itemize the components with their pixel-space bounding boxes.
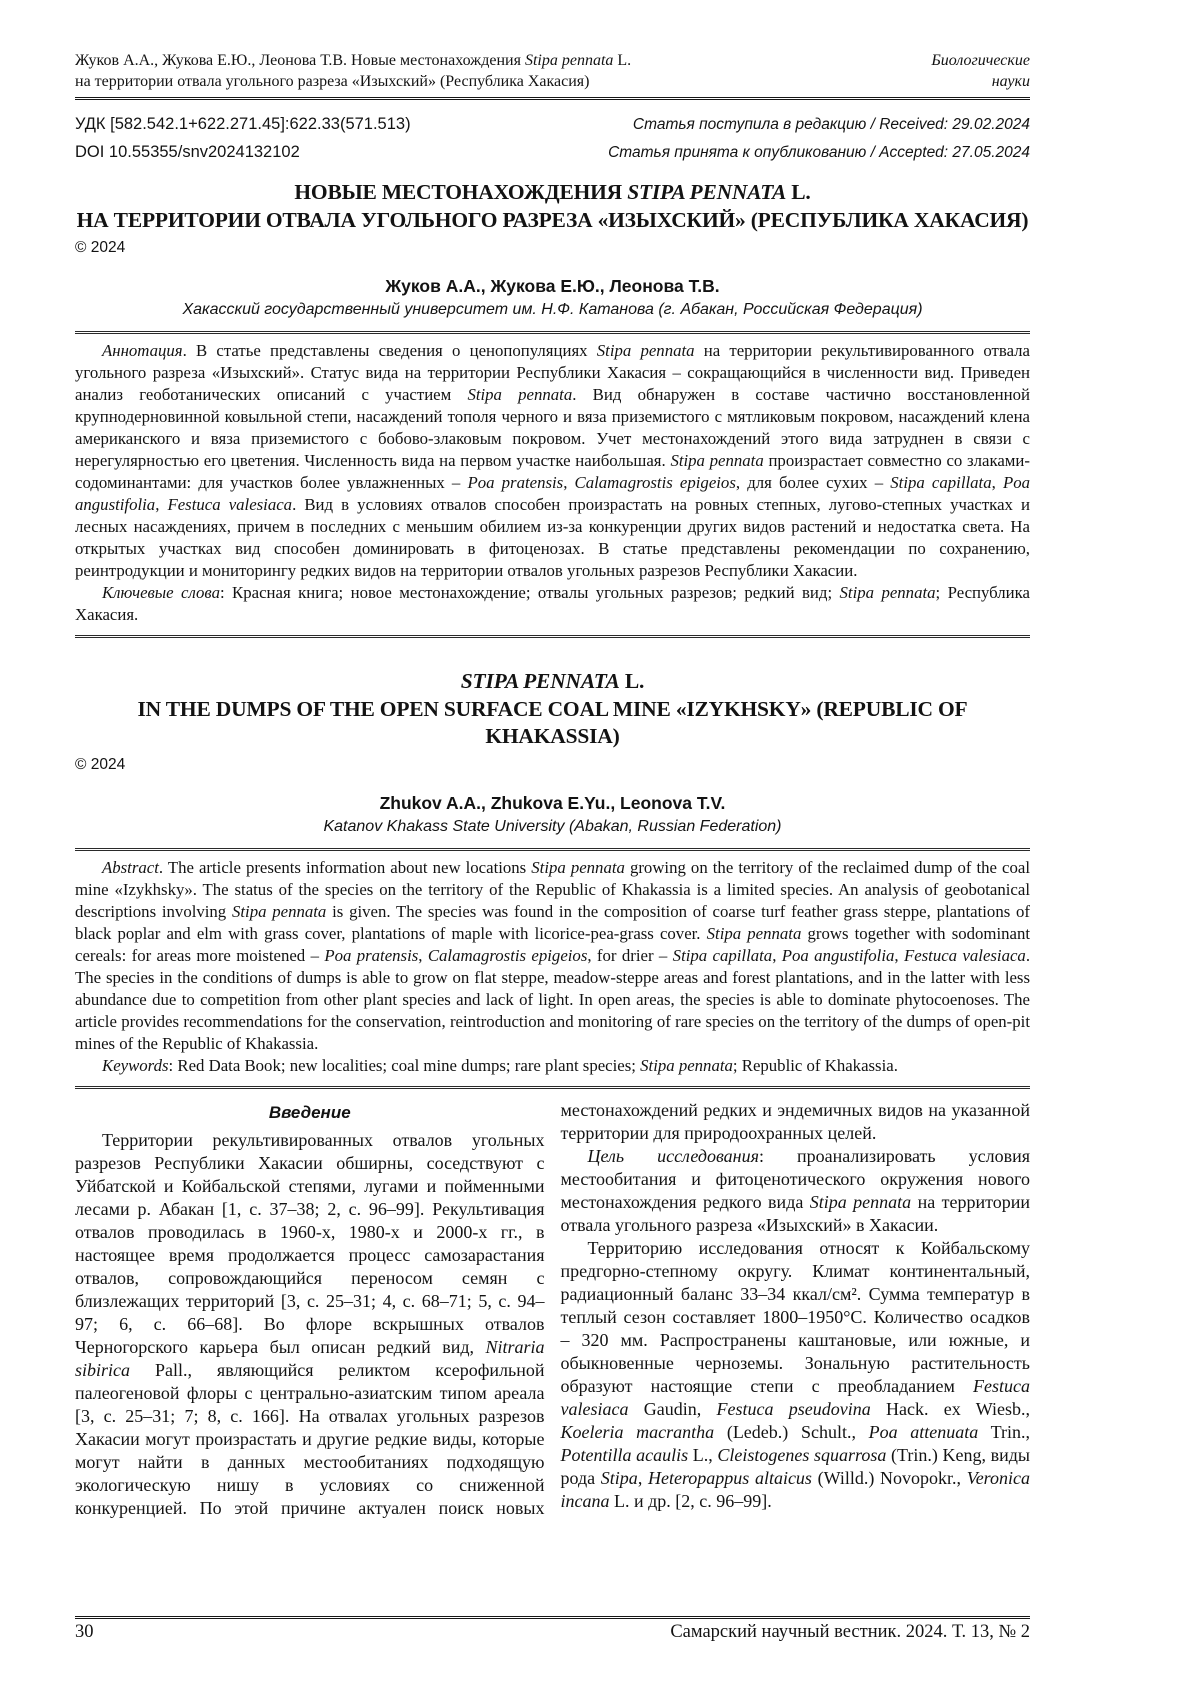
keywords-ru: Ключевые слова: Красная книга; новое местонахождение; отвалы угольных разрезов; редкий вид; Stipa pennata; Республика Хакасия. (75, 583, 1030, 624)
intro-paragraph-3: Территорию исследования относят к Койбальскому предгорно-степному округу. Климат континентальный, радиационный баланс 33–34 ккал/см². Сумма температур в теплый сезон составляет 1800–1950°С. Количество осадков – 320 мм. Распространены каштановые, или южные, и обыкновенные черноземы. Зональную растительность образуют настоящие степи с преобладанием Festuca valesiaca Gaudin, Festuca pseudovina Hack. ex Wiesb., Koeleria macrantha (Ledeb.) Schult., Poa attenuata Trin., Potentilla acaulis L., Cleistogenes squarrosa (Trin.) Keng, виды рода Stipa, Heteropappus altaicus (Willd.) Novopokr., Veronica incana L. и др. [2, с. 96–99]. (560, 1237, 1030, 1511)
journal-reference: Самарский научный вестник. 2024. Т. 13, № 2 (670, 1622, 1030, 1642)
page-footer-area (75, 1616, 1030, 1645)
article-meta (75, 115, 1030, 165)
article-title-en-line1: STIPA PENNATA L. (460, 669, 645, 693)
article-title-ru-line2: НА ТЕРРИТОРИИ ОТВАЛА УГОЛЬНОГО РАЗРЕЗА «ИЗЫХСКИЙ» (РЕСПУБЛИКА ХАКАСИЯ) (76, 207, 1029, 232)
article-title-en-line2: IN THE DUMPS OF THE OPEN SURFACE COAL MINE «IZYKHSKY» (REPUBLIC OF KHAKASSIA) (137, 696, 968, 748)
intro-paragraph-1: Территории рекультивированных отвалов угольных разрезов Республики Хакасии обширны, соседствуют с Уйбатской и Койбальской степями, лугами и пойменными лесами р. Абакан [1, с. 37–38; 2, с. 96–99]. Рекультивация отвалов проводилась в 1960-х, 1980-х и 2000-х гг., в настоящее время продолжается процесс самозарастания отвалов, сопровождающийся переносом семян с близлежащих территорий [3, с. 25–31; 4, с. 68–71; 5, с. 94–97; 6, с. 66–68]. Во флоре вскрышных отвалов Черногорского карьера был описан редкий вид, Nitraria sibirica Pall., являющийся реликтом ксерофильной палеогеновой флоры с центрально-азиатским типом ареала [3, с. 25–31; 7; 8, с. 166]. На отвалах угольных разрезов Хакасии могут произрастать и другие редкие виды, которые могут найти в данных местообитаниях подходящую экологическую нишу в условиях со сниженной конкуренцией. По этой причине актуален поиск новых местонахождений редких и эндемичных видов на указанной территории для природоохранных целей. (75, 1099, 1030, 1518)
running-title-line2: на территории отвала угольного разреза «Изыхский» (Республика Хакасия) (75, 73, 590, 90)
divider-below-keywords-ru (75, 635, 1030, 638)
abstract-en: Abstract. The article presents information about new locations Stipa pennata growing on the territory of the reclaimed dump of the coal mine «Izykhsky». The status of the species on the territory of the Republic of Khakassia is a limited species. An analysis of geobotanical descriptions involving Stipa pennata is given. The species was found in the composition of coarse turf feather grass steppe, plantations of black poplar and elm with grass cover, plantations of maple with licorice-pea-grass cover. Stipa pennata grows together with sodominant cereals: for areas more moistened – Poa pratensis, Calamagrostis epigeios, for drier – Stipa capillata, Poa angustifolia, Festuca valesiaca. The species in the conditions of dumps is able to grow on flat steppe, meadow-steppe areas and forest plantations, and in the latter with less abundance due to competition from other plant species and lack of light. In open areas, the species is able to dominate phytocoenoses. The article provides recommendations for the conservation, reintroduction and monitoring of rare species on the territory of the dumps of open-pit mines of the Republic of Khakassia. (75, 857, 1031, 1053)
article-title-en (75, 668, 1030, 751)
divider-below-keywords-en (75, 1086, 1030, 1089)
page-number: 30 (75, 1622, 94, 1642)
affiliation-en: Katanov Khakass State University (Abakan, Russian Federation) (323, 817, 782, 835)
affiliation-ru: Хакасский государственный университет им. Н.Ф. Катанова (г. Абакан, Российская Федерация) (182, 301, 923, 318)
section-name-line2: науки (991, 73, 1030, 90)
intro-paragraph-2: Цель исследования: проанализировать условия местообитания и фитоценотического окружения нового местонахождения редкого вида Stipa pennata на территории отвала угольного разреза «Изыхский» в Хакасии. (560, 1145, 1030, 1235)
running-title (75, 50, 631, 92)
running-header (75, 50, 1030, 92)
udc-code: УДК [582.542.1+622.271.45]:622.33(571.513) (75, 115, 411, 133)
copyright-ru: © 2024 (75, 239, 126, 256)
authors-ru: Жуков А.А., Жукова Е.Ю., Леонова Т.В. (385, 276, 720, 296)
header-divider (75, 97, 1030, 100)
divider-above-abstract-en (75, 848, 1030, 851)
received-date: Статья поступила в редакцию / Received: 29.02.2024 (632, 116, 1030, 133)
authors-en: Zhukov A.A., Zhukova E.Yu., Leonova T.V. (379, 792, 726, 813)
doi-code: DOI 10.55355/snv2024132102 (75, 143, 300, 161)
running-title-line1: Жуков А.А., Жукова Е.Ю., Леонова Т.В. Новые местонахождения Stipa pennata L. (75, 52, 632, 69)
introduction-heading: Введение (268, 1102, 351, 1122)
section-name (931, 50, 1030, 92)
abstract-ru: Аннотация. В статье представлены сведения о ценопопуляциях Stipa pennata на территории рекультивированного отвала угольного разреза «Изыхский». Статус вида на территории Республики Хакасия – сокращающийся в численности вид. Приведен анализ геоботанических описаний с участием Stipa pennata. Вид обнаружен в составе частично восстановленной крупнодерновинной ковыльной степи, насаждений тополя черного и вяза приземистого с мятликовым покровом, насаждений клена американского и вяза приземистого с бобово-злаковым покровом. Учет местонахождений этого вида затруднен в связи с нерегулярностью его цветения. Численность вида на первом участке наибольшая. Stipa pennata произрастает совместно со злаками-содоминантами: для участков более увлажненных – Poa pratensis, Calamagrostis epigeios, для более сухих – Stipa capillata, Poa angustifolia, Festuca valesiaca. Вид в условиях отвалов способен произрастать на ровных степных, лугово-степных участках и лесных насаждениях, причем в последних с меньшим обилием из-за конкуренции других видов растений и недостатка света. На открытых участках вид способен доминировать в фитоценозах. В статье представлены рекомендации по сохранению, реинтродукции и мониторингу редких видов на территории отвалов угольных разрезов Республики Хакасии. (75, 341, 1030, 580)
article-body-columns (75, 1099, 1030, 1559)
accepted-date: Статья принята к опубликованию / Accepted: 27.05.2024 (608, 144, 1030, 161)
section-name-line1: Биологические (931, 52, 1030, 69)
copyright-en: © 2024 (75, 755, 126, 773)
article-title-ru (75, 179, 1030, 234)
article-title-ru-line1: НОВЫЕ МЕСТОНАХОЖДЕНИЯ STIPA PENNATA L. (294, 180, 811, 204)
keywords-en: Keywords: Red Data Book; new localities; coal mine dumps; rare plant species; Stipa pennata; Republic of Khakassia. (102, 1055, 898, 1075)
divider-above-abstract-ru (75, 331, 1030, 334)
